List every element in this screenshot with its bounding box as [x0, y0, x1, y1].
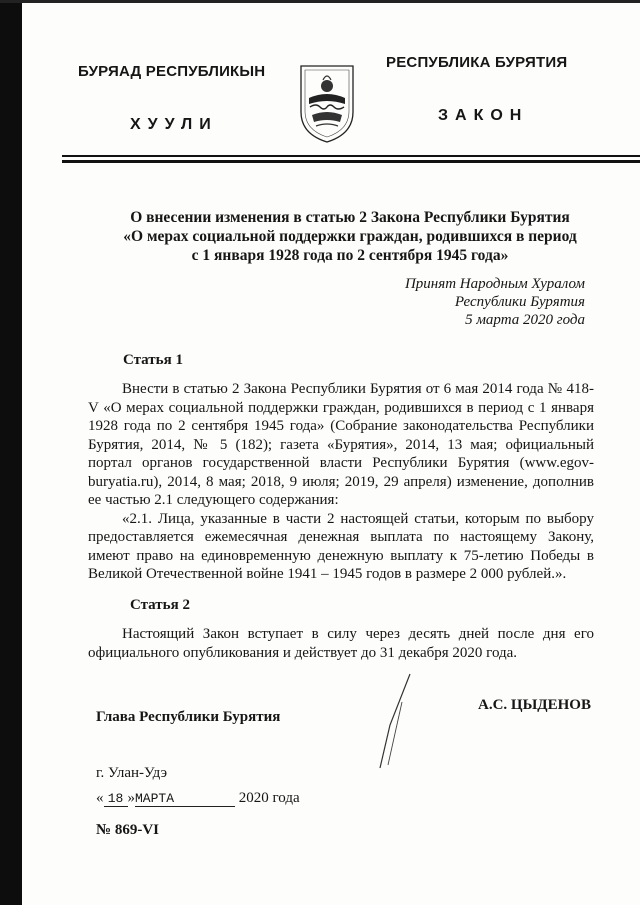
law-title-line3: с 1 января 1928 года по 2 сентября 1945 года» — [191, 247, 509, 264]
article2-heading: Статья 2 — [130, 597, 190, 613]
signing-date — [96, 790, 356, 807]
scan-edge-top — [0, 0, 640, 3]
date-quote-open: « — [96, 790, 104, 806]
header-left-doc: ХУУЛИ — [130, 116, 218, 133]
law-title-line1: О внесении изменения в статью 2 Закона Республики Бурятия — [130, 209, 570, 226]
law-title-line2: «О мерах социальной поддержки граждан, родившихся в период — [123, 228, 577, 245]
header-left-title: БУРЯАД РЕСПУБЛИКЫН — [78, 63, 266, 80]
date-quote-close: » — [127, 790, 135, 806]
adoption-note — [405, 275, 585, 329]
article2-para1: Настоящий Закон вступает в силу через десять дней после дня его официального опубликования и действует до 31 декабря 2020 года. — [88, 626, 594, 661]
adoption-line3: 5 марта 2020 года — [465, 312, 585, 328]
article1-para1: Внести в статью 2 Закона Республики Бурятия от 6 мая 2014 года № 418-V «О мерах социальной поддержки граждан, родившихся в период с 1 января 1928 года по 2 сентября 1945 года» (Собрание законодательства Республики Бурятия, 2014, № 5 (182); газета «Бурятия», 2014, 13 мая; официальный портал органов государственной власти Республики Бурятия (www.egov-buryatia.ru), 2014, 8 мая; 2018, 9 июля; 2019, 29 апреля) изменение, дополнив ее частью 2.1 следующего содержания: — [88, 381, 594, 508]
article1-para2: «2.1. Лица, указанные в части 2 настоящей статьи, которым по выбору предоставляется ежемесячная денежная выплата по настоящему Закону, имеют право на единовременную денежную выплату к 75-летию Победы в Великой Отечественной войне 1941 – 1945 годов в размере 2 000 рублей.». — [88, 510, 594, 582]
signatory-name: А.С. ЦЫДЕНОВ — [478, 697, 591, 713]
header-rule-thin — [62, 155, 640, 157]
date-day: 18 — [104, 791, 128, 807]
adoption-line2: Республики Бурятия — [454, 294, 585, 310]
law-title — [60, 208, 640, 265]
article1-heading: Статья 1 — [123, 352, 183, 368]
signatory-position: Глава Республики Бурятия — [96, 709, 281, 725]
header-right-doc: ЗАКОН — [438, 107, 529, 124]
date-month: МАРТА — [135, 791, 235, 807]
handwritten-signature — [360, 670, 430, 770]
header-right-title: РЕСПУБЛИКА БУРЯТИЯ — [386, 54, 568, 71]
adoption-line1: Принят Народным Хуралом — [404, 276, 585, 292]
law-number: № 869-VI — [96, 822, 159, 838]
scan-edge — [0, 0, 22, 905]
header-rule-thick — [62, 160, 640, 163]
article1-body — [88, 380, 594, 584]
coat-of-arms-emblem — [296, 60, 358, 146]
city: г. Улан-Удэ — [96, 765, 168, 781]
date-year: 2020 года — [238, 790, 300, 806]
article2-body — [88, 625, 594, 662]
